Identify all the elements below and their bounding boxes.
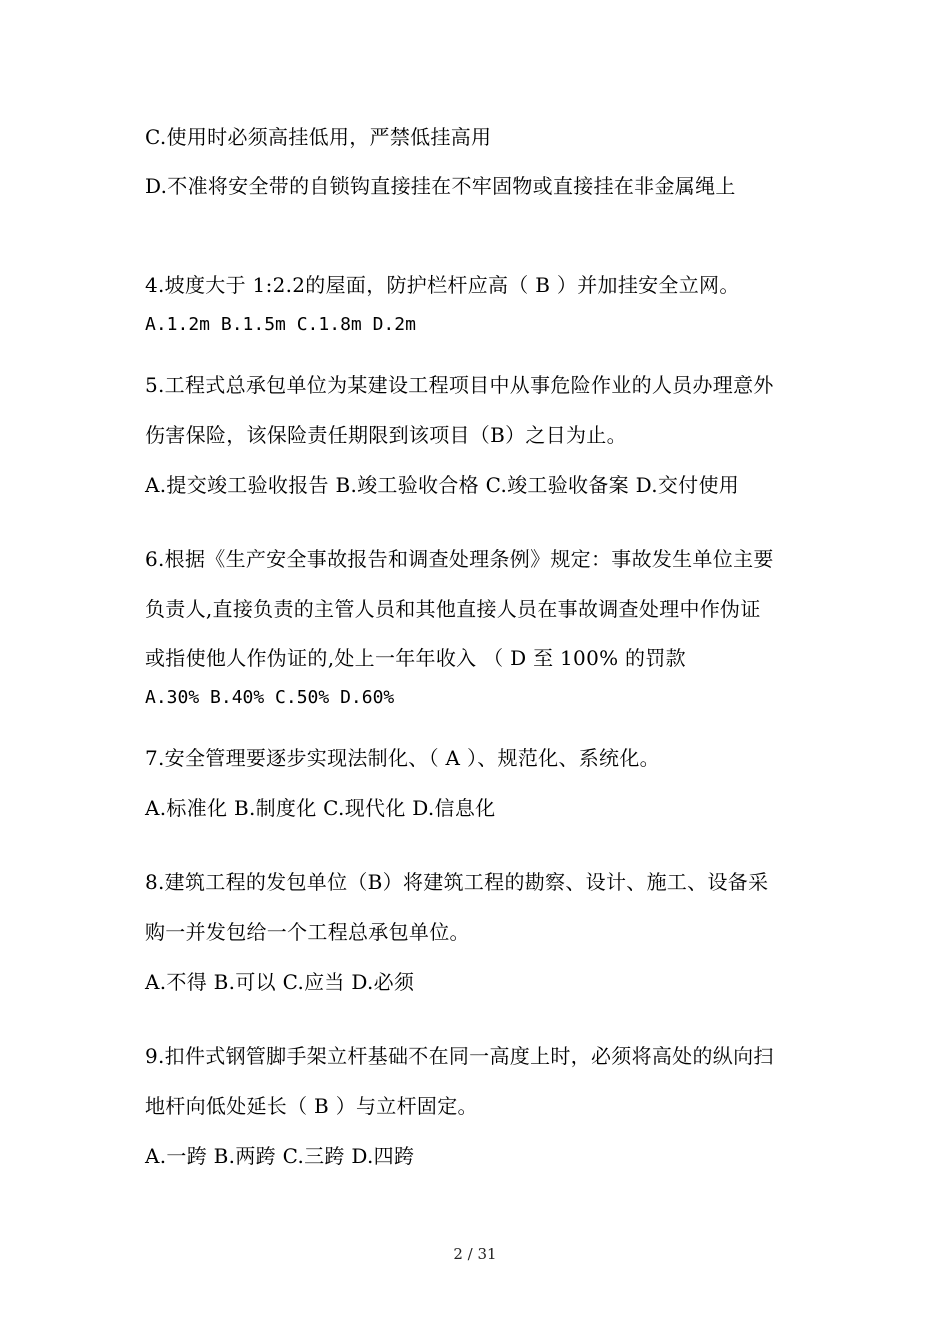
question-6-line-1: 6.根据《生产安全事故报告和调查处理条例》规定：事故发生单位主要 (145, 547, 774, 571)
option-line-q3-d: D.不准将安全带的自锁钩直接挂在不牢固物或直接挂在非金属绳上 (145, 174, 736, 198)
question-4: 4.坡度大于 1:2.2的屋面，防护栏杆应高（ B ）并加挂安全立网。 (145, 273, 740, 297)
options-q7: A.标准化 B.制度化 C.现代化 D.信息化 (145, 796, 496, 820)
page-number: 2 / 31 (453, 1245, 497, 1263)
options-q9: A.一跨 B.两跨 C.三跨 D.四跨 (145, 1144, 415, 1168)
question-6-line-2: 负责人,直接负责的主管人员和其他直接人员在事故调查处理中作伪证 (145, 597, 761, 621)
option-line-q3-c: C.使用时必须高挂低用，严禁低挂高用 (145, 125, 492, 149)
options-q4: A.1.2m B.1.5m C.1.8m D.2m (145, 314, 416, 335)
question-8-line-1: 8.建筑工程的发包单位（B）将建筑工程的勘察、设计、施工、设备采 (145, 870, 769, 894)
options-q5: A.提交竣工验收报告 B.竣工验收合格 C.竣工验收备案 D.交付使用 (145, 473, 740, 497)
question-9-line-1: 9.扣件式钢管脚手架立杆基础不在同一高度上时，必须将高处的纵向扫 (145, 1044, 774, 1068)
options-q8: A.不得 B.可以 C.应当 D.必须 (145, 970, 415, 994)
question-7: 7.安全管理要逐步实现法制化、（ A ）、规范化、系统化。 (145, 746, 660, 770)
question-5-line-2: 伤害保险，该保险责任期限到该项目（B）之日为止。 (145, 423, 627, 447)
question-9-line-2: 地杆向低处延长（ B ）与立杆固定。 (145, 1094, 478, 1118)
question-6-line-3: 或指使他人作伪证的,处上一年年收入 （ D 至 100% 的罚款 (145, 646, 686, 670)
question-5-line-1: 5.工程式总承包单位为某建设工程项目中从事危险作业的人员办理意外 (145, 373, 774, 397)
question-8-line-2: 购一并发包给一个工程总承包单位。 (145, 920, 470, 944)
options-q6: A.30% B.40% C.50% D.60% (145, 687, 395, 708)
